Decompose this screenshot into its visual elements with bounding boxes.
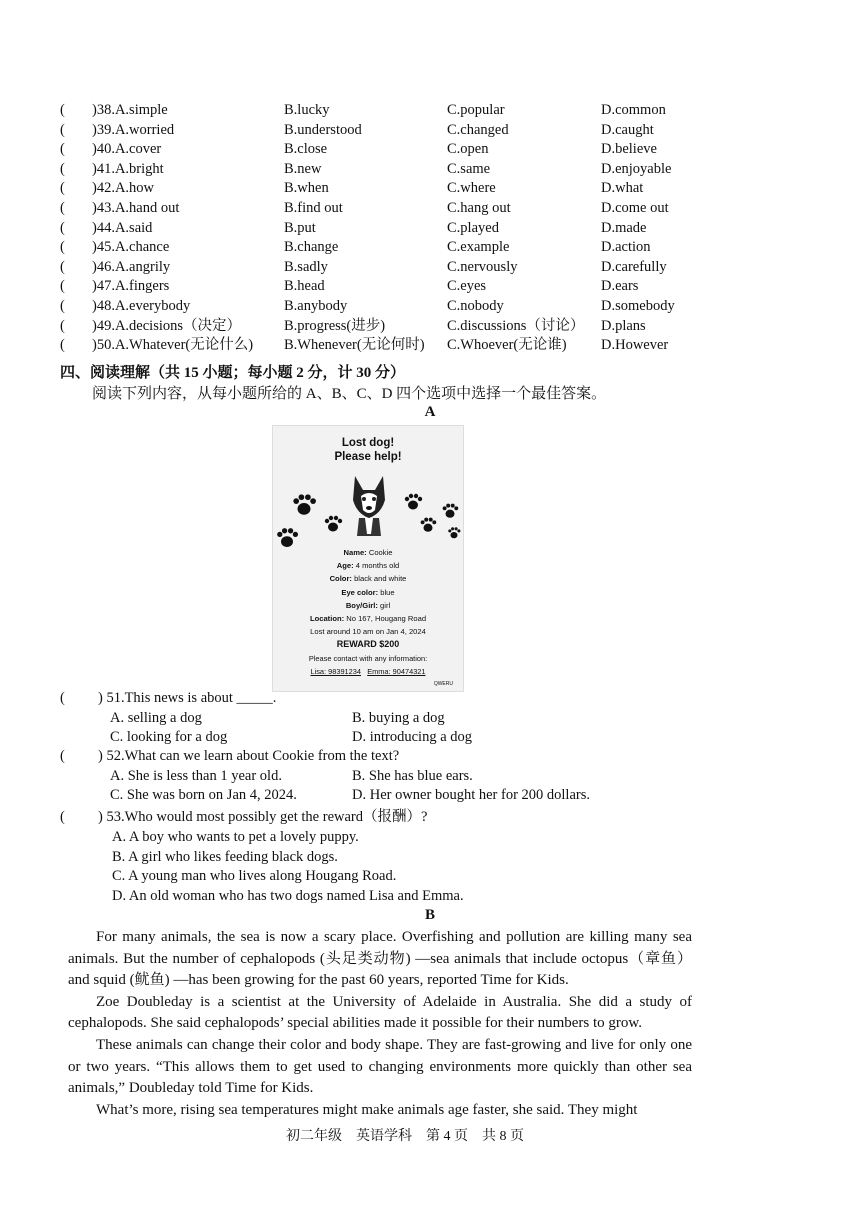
cloze-option-a: )50.A.Whatever(无论什么) <box>92 337 254 354</box>
contact-emma: Emma: 90474321 <box>367 666 426 676</box>
husky-dog-icon <box>351 474 387 536</box>
cloze-option-c: C.played <box>447 219 499 236</box>
answer-blank: ( <box>60 337 65 354</box>
question-stem: ) 52.What can we learn about Cookie from the text? <box>98 748 400 764</box>
cloze-option-a: )38.A.simple <box>92 102 168 118</box>
section-instruction: 阅读下列内容，从每小题所给的 A、B、C、D 四个选项中选择一个最佳答案。 <box>92 386 607 402</box>
cloze-option-a: )41.A.bright <box>92 160 164 177</box>
cloze-option-a: )39.A.worried <box>92 121 175 138</box>
answer-blank: ( <box>60 160 65 177</box>
passage-b-label: B <box>424 907 435 923</box>
dog-sex: girl <box>380 600 391 610</box>
cloze-option-d: D.enjoyable <box>601 160 672 177</box>
paw-print-icon <box>323 514 343 534</box>
cloze-option-d: D.common <box>601 102 666 118</box>
cloze-option-b: B.close <box>284 141 328 158</box>
passage-b-paragraph: What’s more, rising sea temperatures might make animals age faster, she said. They might <box>96 1101 638 1118</box>
poster-title-2: Please help! <box>334 451 402 463</box>
answer-blank: ( <box>60 278 65 295</box>
answer-blank: ( <box>60 258 65 275</box>
cloze-option-d: D.somebody <box>601 298 675 314</box>
section-heading: 四、阅读理解（共 15 小题；每小题 2 分，计 30 分） <box>60 365 406 381</box>
contact-lisa: Lisa: 98391234 <box>310 666 362 676</box>
poster-details: Name: Cookie Age: 4 months old Color: black and white Eye color: blue Boy/Girl: girl Location: No 167, Hougang Road Lost around 10 am on Jan 4, 2024 REWARD $200 Please contact with any information: Lisa: 98391234 Emma: 90474321 <box>273 546 463 678</box>
option-a: A. A boy who wants to pet a lovely puppy. <box>112 829 359 845</box>
cloze-option-d: D.plans <box>601 317 646 334</box>
answer-blank: ( <box>60 317 65 334</box>
lost-dog-poster <box>272 425 464 692</box>
cloze-option-a: )47.A.fingers <box>92 278 170 295</box>
dog-color: black and white <box>354 574 407 584</box>
cloze-option-b: B.head <box>284 278 325 295</box>
passage-b-paragraph: These animals can change their color and body shape. They are fast-growing and live for only one or two years. “This allows them to get used to changing environments more quickly than other sea animals,” Doubleday told Time for Kids. <box>68 1036 692 1097</box>
cloze-option-a: )43.A.hand out <box>92 200 180 216</box>
option-b: B. buying a dog <box>352 710 445 726</box>
paw-print-icon <box>291 492 317 518</box>
cloze-option-b: B.find out <box>284 200 343 216</box>
answer-blank: ( <box>60 141 65 158</box>
cloze-option-a: )44.A.said <box>92 219 153 236</box>
cloze-option-b: B.understood <box>284 121 362 138</box>
paw-print-icon <box>419 516 437 534</box>
cloze-option-c: C.nobody <box>447 298 504 314</box>
cloze-option-b: B.new <box>284 160 322 177</box>
answer-blank: ( <box>60 239 65 256</box>
cloze-option-d: D.believe <box>601 141 657 158</box>
cloze-option-d: D.action <box>601 239 651 256</box>
answer-blank: ( <box>60 180 65 197</box>
cloze-option-c: C.hang out <box>447 200 511 216</box>
cloze-option-b: B.put <box>284 219 316 236</box>
cloze-option-b: B.change <box>284 239 339 256</box>
cloze-option-a: )40.A.cover <box>92 141 162 158</box>
cloze-option-c: C.discussions（讨论） <box>447 317 585 334</box>
passage-b <box>68 927 692 1121</box>
passage-b-paragraph: Zoe Doubleday is a scientist at the University of Adelaide in Australia. She did a study of cephalopods. She said cephalopods’ special abilities made it possible for their numbers to grow. <box>68 993 692 1032</box>
option-c: C. She was born on Jan 4, 2024. <box>110 787 297 803</box>
option-b: B. She has blue ears. <box>352 768 473 784</box>
option-d: D. An old woman who has two dogs named Lisa and Emma. <box>112 887 464 904</box>
option-d: D. Her owner bought her for 200 dollars. <box>352 787 590 803</box>
question-stem: ) 53.Who would most possibly get the reward（报酬）? <box>98 809 428 825</box>
cloze-option-b: B.progress(进步) <box>284 317 386 334</box>
cloze-option-a: )46.A.angrily <box>92 258 171 275</box>
poster-watermark: QWERU <box>433 681 453 687</box>
cloze-option-d: D.made <box>601 219 647 236</box>
dog-eye-color: blue <box>380 587 395 597</box>
answer-blank: ( <box>60 298 65 314</box>
cloze-option-c: C.where <box>447 180 496 197</box>
paw-print-icon <box>403 492 423 512</box>
answer-blank: ( <box>60 121 65 138</box>
option-b: B. A girl who likes feeding black dogs. <box>112 848 338 865</box>
cloze-option-a: )42.A.how <box>92 180 155 197</box>
cloze-option-b: B.sadly <box>284 258 328 275</box>
option-c: C. A young man who lives along Hougang Road. <box>112 868 397 884</box>
cloze-option-c: C.eyes <box>447 278 487 295</box>
option-d: D. introducing a dog <box>352 729 473 745</box>
dog-location: No 167, Hougang Road <box>346 614 427 624</box>
cloze-option-b: B.Whenever(无论何时) <box>284 337 425 354</box>
cloze-option-c: C.example <box>447 239 510 256</box>
cloze-option-c: C.changed <box>447 121 509 138</box>
paw-print-icon <box>441 502 459 520</box>
cloze-option-c: C.same <box>447 160 491 177</box>
cloze-option-d: D.caught <box>601 121 654 138</box>
answer-blank: ( <box>60 102 65 118</box>
reward-text: REWARD $200 <box>336 639 400 650</box>
paw-print-icon <box>447 526 461 540</box>
cloze-option-c: C.open <box>447 141 489 158</box>
cloze-option-c: C.Whoever(无论谁) <box>447 337 567 354</box>
cloze-option-d: D.come out <box>601 200 669 216</box>
cloze-option-b: B.when <box>284 180 329 197</box>
cloze-option-d: D.what <box>601 180 644 197</box>
dog-age: 4 months old <box>355 561 400 571</box>
poster-title-1: Lost dog! <box>341 437 395 449</box>
answer-blank: ( <box>60 200 65 216</box>
passage-b-paragraph: For many animals, the sea is now a scary place. Overfishing and pollution are killing many sea animals. But the number of cephalopods (头足类动物) —sea animals that include octopus（章鱼）and squid (鱿鱼) —has been growing for the past 60 years, reported Time for Kids. <box>68 929 692 989</box>
cloze-option-c: C.popular <box>447 102 505 118</box>
dog-name: Cookie <box>368 548 393 557</box>
cloze-option-b: B.lucky <box>284 102 330 118</box>
option-a: A. selling a dog <box>110 710 202 726</box>
answer-blank: ( <box>60 748 65 764</box>
passage-a-label: A <box>424 404 436 420</box>
option-c: C. looking for a dog <box>110 729 228 745</box>
answer-blank: ( <box>60 690 65 706</box>
lost-time: Lost around 10 am on Jan 4, 2024 <box>310 627 426 637</box>
cloze-option-a: )49.A.decisions（决定） <box>92 317 242 334</box>
cloze-option-a: )48.A.everybody <box>92 298 191 314</box>
cloze-option-d: D.However <box>601 337 669 354</box>
cloze-option-b: B.anybody <box>284 298 348 314</box>
cloze-option-d: D.ears <box>601 278 639 295</box>
page-footer: 初二年级 英语学科 第 4 页 共 8 页 <box>286 1129 524 1144</box>
option-a: A. She is less than 1 year old. <box>110 768 282 784</box>
answer-blank: ( <box>60 219 65 236</box>
answer-blank: ( <box>60 809 65 825</box>
contact-text: Please contact with any information: <box>308 653 428 663</box>
cloze-option-d: D.carefully <box>601 258 667 275</box>
cloze-option-a: )45.A.chance <box>92 239 170 256</box>
cloze-option-c: C.nervously <box>447 258 518 275</box>
question-stem: ) 51.This news is about _____. <box>98 690 277 706</box>
